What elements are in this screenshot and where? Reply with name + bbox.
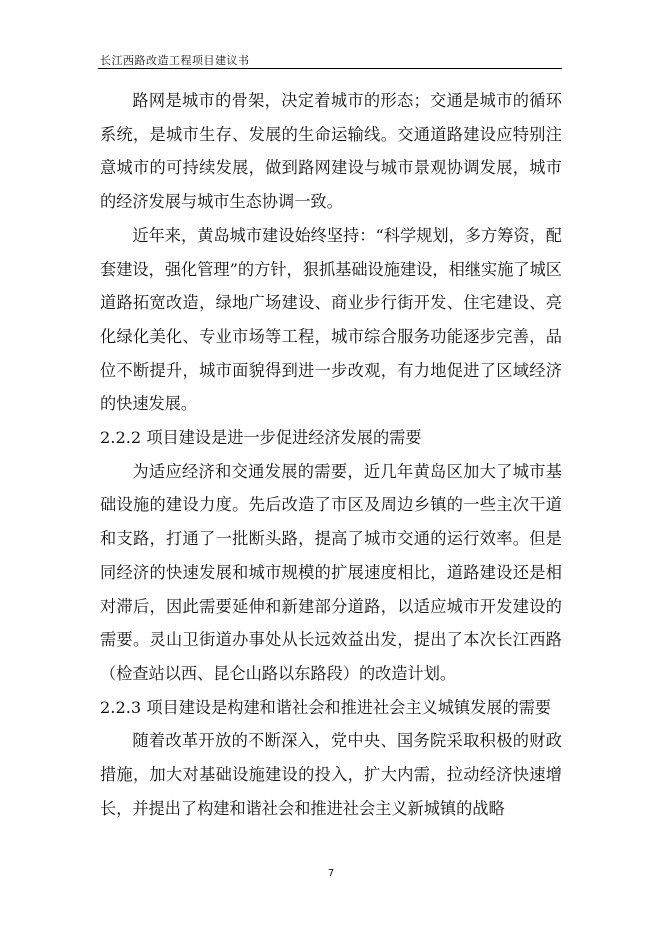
running-header: 长江西路改造工程项目建议书 — [100, 54, 250, 67]
page-number: 7 — [327, 868, 335, 879]
section-heading-2-2-2: 2.2.2 项目建设是进一步促进经济发展的需要 — [100, 428, 422, 448]
document-body — [100, 84, 562, 825]
paragraph-huangdao-construction: 近年来，黄岛城市建设始终坚持：“科学规划，多方筹资，配套建设，强化管理”的方针，狠抓基础设施建设，相继实施了城区道路拓宽改造，绿地广场建设、商业步行街开发、住宅建设、亮化绿化美化、专业市场等工程，城市综合服务功能逐步完善，品位不断提升，城市面貌得到进一步改观，有力地促进了区域经济的快速发展。 — [100, 225, 562, 414]
paragraph-infrastructure-investment: 为适应经济和交通发展的需要，近几年黄岛区加大了城市基础设施的建设力度。先后改造了市区及周边乡镇的一些主次干道和支路，打通了一批断头路，提高了城市交通的运行效率。但是同经济的快速发展和城市规模的扩展速度相比，道路建设还是相对滞后，因此需要延伸和新建部分道路，以适应城市开发建设的需要。灵山卫街道办事处从长远效益出发，提出了本次长江西路（检查站以西、昆仑山路以东路段）的改造计划。 — [100, 461, 562, 683]
paragraph-road-network: 路网是城市的骨架，决定着城市的形态；交通是城市的循环系统，是城市生存、发展的生命运输线。交通道路建设应特别注意城市的可持续发展，做到路网建设与城市景观协调发展，城市的经济发展与城市生态协调一致。 — [100, 91, 562, 212]
paragraph-reform-policy: 随着改革开放的不断深入，党中央、国务院采取积极的财政措施，加大对基础设施建设的投入，扩大内需，拉动经济快速增长，并提出了构建和谐社会和推进社会主义新城镇的战略 — [100, 731, 562, 818]
header-divider — [98, 68, 562, 69]
section-heading-2-2-3: 2.2.3 项目建设是构建和谐社会和推进社会主义城镇发展的需要 — [100, 697, 552, 717]
